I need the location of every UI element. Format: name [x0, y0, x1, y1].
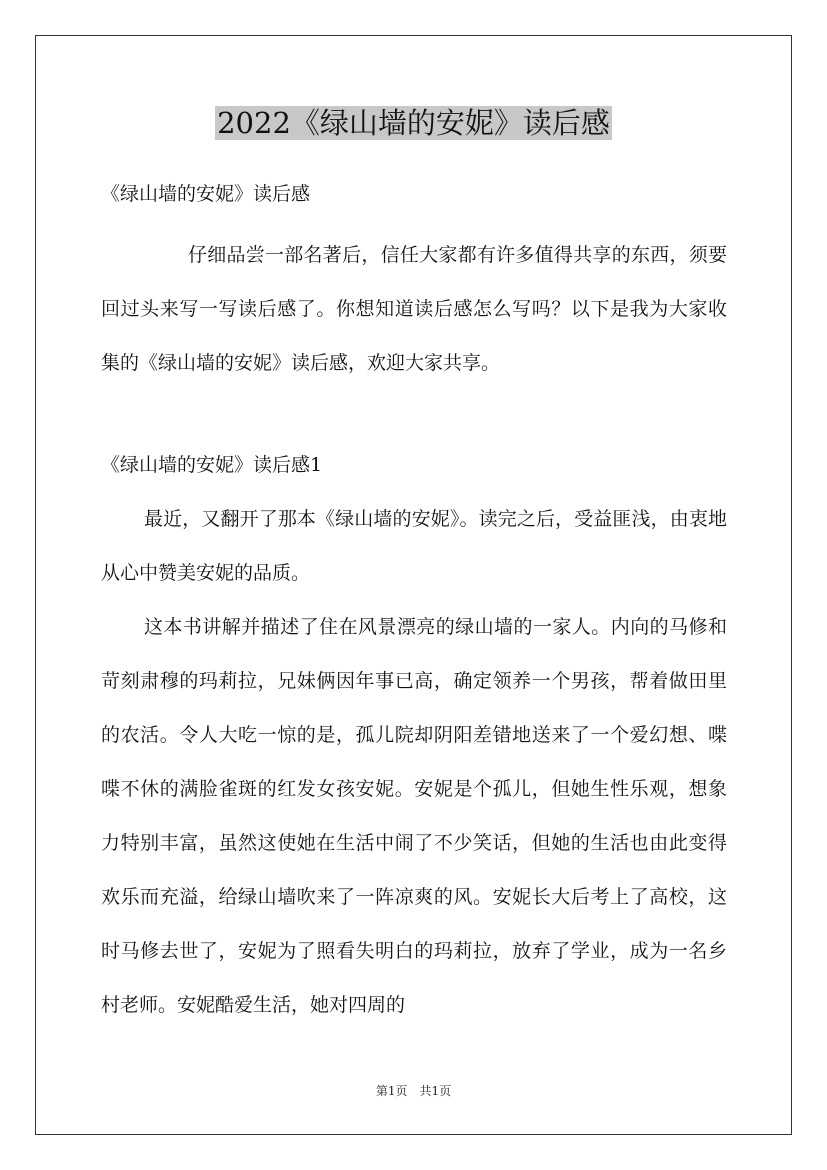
document-subtitle: 《绿山墙的安妮》读后感 — [101, 183, 311, 205]
page-footer: 第1页 共1页 — [375, 1084, 452, 1098]
intro-paragraph: 仔细品尝一部名著后，信任大家都有许多值得共享的东西，须要回过头来写一写读后感了。你想知道读后感怎么写吗？以下是我为大家收集的《绿山墙的安妮》读后感，欢迎大家共享。 — [101, 244, 727, 374]
body-paragraph-1: 最近，又翻开了那本《绿山墙的安妮》。读完之后，受益匪浅，由衷地从心中赞美安妮的品质。 — [101, 508, 727, 584]
body-paragraph-2: 这本书讲解并描述了住在风景漂亮的绿山墙的一家人。内向的马修和苛刻肃穆的玛莉拉，兄妹俩因年事已高，确定领养一个男孩，帮着做田里的农活。令人大吃一惊的是，孤儿院却阴阳差错地送来了一个爱幻想、喋喋不休的满脸雀斑的红发女孩安妮。安妮是个孤儿，但她生性乐观，想象力特别丰富，虽然这使她在生活中闹了不少笑话，但她的生活也由此变得欢乐而充溢，给绿山墙吹来了一阵凉爽的风。安妮长大后考上了高校，这时马修去世了，安妮为了照看失明白的玛莉拉，放弃了学业，成为一名乡村老师。安妮酷爱生活，她对四周的 — [101, 616, 727, 1016]
document-title — [0, 103, 827, 143]
section-title: 《绿山墙的安妮》读后感1 — [101, 454, 323, 476]
document-title-text: 2022《绿山墙的安妮》读后感 — [217, 106, 610, 140]
